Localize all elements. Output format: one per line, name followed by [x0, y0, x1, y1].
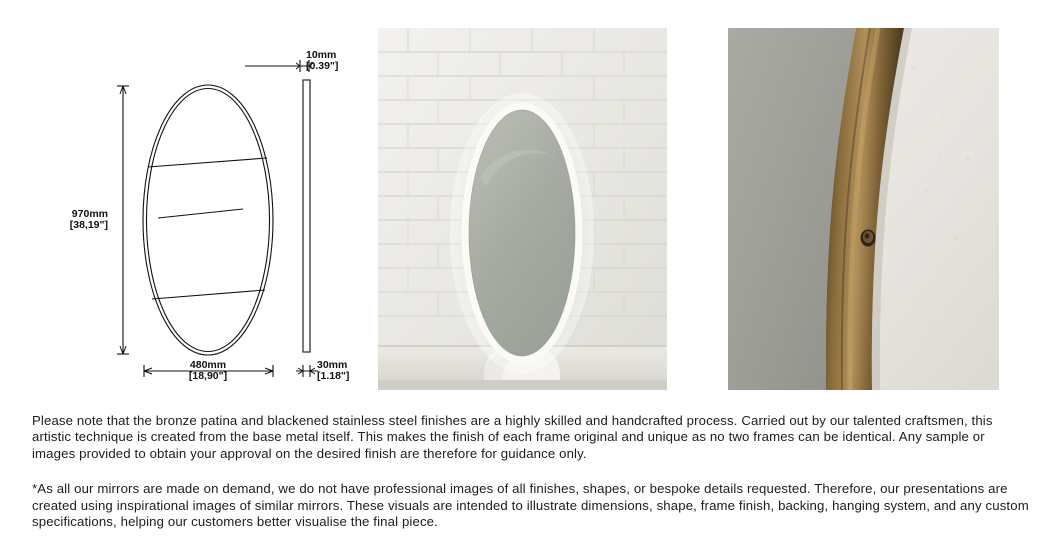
mirror-inner-outline — [147, 89, 270, 352]
height-dim-metric: 970mm — [71, 208, 108, 220]
width-dim-imperial: [18,90"] — [188, 370, 228, 382]
lit-oval-mirror-on-shelf-photo — [378, 28, 667, 390]
side-depth-metric: 30mm — [317, 359, 348, 371]
height-dim-imperial: [38,19"] — [69, 219, 108, 231]
technical-drawing-panel — [60, 20, 370, 390]
width-dim-metric: 480mm — [189, 359, 227, 371]
notes-block — [32, 413, 1030, 530]
reflection-line-3 — [158, 209, 243, 218]
reflection-line-4 — [152, 290, 265, 299]
bronze-patina-frame-detail-photo — [728, 28, 999, 390]
frame-fixing-screw — [861, 230, 876, 247]
mirror-outline — [143, 85, 273, 355]
side-depth-imperial: [1.18"] — [317, 370, 350, 382]
mirror-glass — [469, 110, 575, 356]
frame-depth-metric: 10mm — [306, 49, 337, 61]
side-profile — [303, 80, 310, 352]
reflection-line-1 — [148, 158, 267, 167]
frame-depth-imperial: [0.39"] — [306, 60, 339, 72]
note-paragraph-imagery: *As all our mirrors are made on demand, we do not have professional images of all finishes, shapes, or bespoke details requested. Therefore, our presentations are created using inspirational images of similar mirrors. These visuals are intended to illustrate dimensions, shape, frame finish, backing, hanging system, and any custom specifications, helping our customers better visualise the final piece. — [32, 481, 1029, 530]
note-paragraph-finish: Please note that the bronze patina and blackened stainless steel finishes are a highly skilled and handcrafted process. Carried out by our talented craftsmen, this artistic technique is created from the base metal itself. This makes the finish of each frame original and unique as no two frames can be identical. Any sample or images provided to obtain your approval on the desired finish are therefore for guidance only. — [32, 413, 993, 461]
